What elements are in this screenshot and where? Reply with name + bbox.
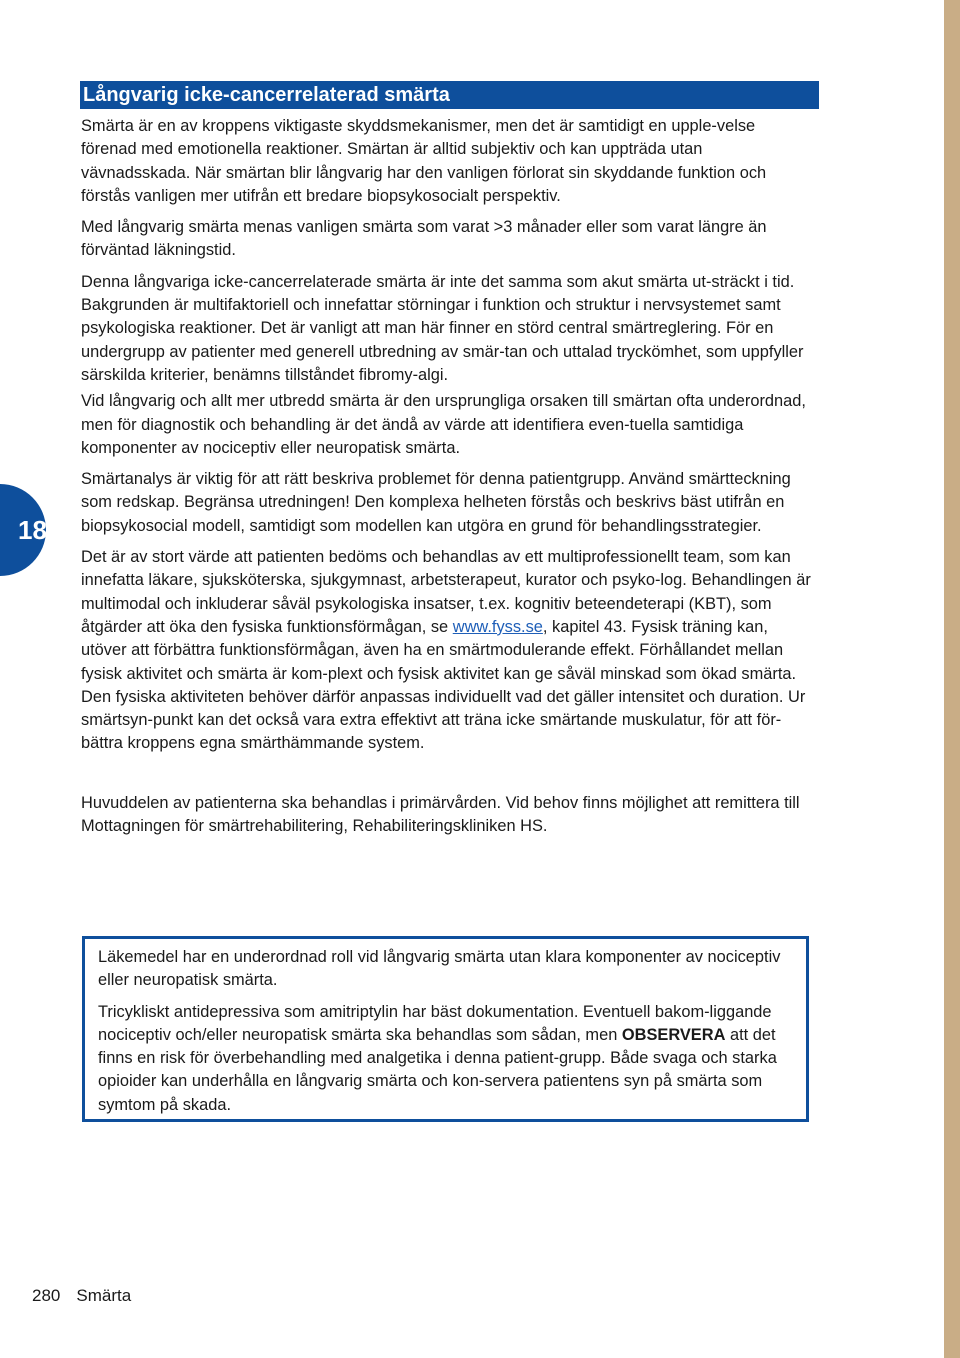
paragraph-intro: Smärta är en av kroppens viktigaste skyddsmekanismer, men det är samtidigt en upple-velse förenad med emotionella reaktioner. Smärtan är alltid subjektiv och kan uppträda utan vävnadsskada. När smärtan blir långvarig har den vanligen förlorat sin skyddande funktion och förstås vanligen mer utifrån ett bredare biopsykosocialt perspektiv. (81, 117, 767, 205)
medication-info-box (82, 936, 809, 1122)
paragraph-pain-analysis: Smärtanalys är viktig för att rätt beskriva problemet för denna patientgrupp. Använd smärtteckning som redskap. Begränsa utredningen! Den komplexa helheten förstås och beskrivs bäst utifrån en biopsykosocial modell, samtidigt som modellen kan utgöra en grund för behandlingsstrategier. (81, 470, 791, 535)
paragraph-referral: Huvuddelen av patienterna ska behandlas i primärvården. Vid behov finns möjlighet att remittera till Mottagningen för smärtrehabilitering, Rehabiliteringskliniken HS. (81, 793, 800, 836)
page-footer (32, 1284, 131, 1308)
page-number: 280 (32, 1286, 61, 1305)
team-text-before-link: Det är av stort värde att patienten bedöms och behandlas av ett multiprofessionellt team, som kan innefatta läkare, sjuksköterska, sjukgymnast, arbetsterapeut, kurator och psyko-log. Behandlingen är multimodal och inkluderar såväl psykologiska insatser, t.ex. kognitiv beteendeterapi (KBT), som åtgärder att öka den fysiska funktionsförmågan, se (81, 548, 811, 636)
paragraph-diagnostics: Vid långvarig och allt mer utbredd smärta är den ursprungliga orsaken till smärtan ofta underordnad, men för diagnostik och behandling är det ändå av värde att identifiera even-tuella samtidiga komponenter av nociceptiv eller neuropatisk smärta. (81, 392, 806, 457)
info-text-after-bold: att det finns en risk för överbehandling med analgetika i denna patient-grupp. Både svaga och starka opioider kan underhålla en långvarig smärta och kon-servera patientens syn på smärta som symtom på skada. (98, 1025, 777, 1114)
observera-emphasis: OBSERVERA (621, 1025, 726, 1044)
info-box-paragraph-1: Läkemedel har en underordnad roll vid långvarig smärta utan klara komponenter av nociceptiv eller neuropatisk smärta. (98, 948, 781, 990)
main-text (81, 115, 811, 846)
chapter-number: 18 (18, 515, 47, 545)
paragraph-background: Denna långvariga icke-cancerrelaterade smärta är inte det samma som akut smärta ut-sträckt i tid. Bakgrunden är multifaktoriell och innefattar störningar i funktion och struktur i nervsystemet samt psykologiska reaktioner. Det är vanligt att man här finner en störd central smärtreglering. För en undergrupp av patienter med generell utbredning av smär-tan och uttalad tryckömhet, som uppfyller särskilda kriterier, benämns tillståndet fibromy-algi. (81, 272, 804, 384)
section-title: Långvarig icke-cancerrelaterad smärta (80, 81, 819, 109)
page-edge-strip (944, 0, 960, 1358)
footer-section-name: Smärta (76, 1286, 132, 1305)
fyss-link[interactable]: www.fyss.se (452, 617, 543, 636)
paragraph-team-treatment (81, 546, 811, 756)
info-box-paragraph-2 (98, 1001, 794, 1117)
info-text-before-bold: Tricykliskt antidepressiva som amitriptylin har bäst dokumentation. Eventuell bakom-liggande nociceptiv och/eller neuropatisk smärta ska behandlas som sådan, men (98, 1002, 772, 1044)
paragraph-definition: Med långvarig smärta menas vanligen smärta som varat >3 månader eller som varat längre än förväntad läkningstid. (81, 218, 767, 260)
team-text-after-link: , kapitel 43. Fysisk träning kan, utöver att förbättra funktionsförmågan, även ha en smärtmodulerande effekt. Förhållandet mellan fysisk aktivitet och smärta är kom-plext och fysisk aktivitet kan ge såväl minskad som ökad smärta. Den fysiska aktiviteten behöver därför anpassas individuellt vad det gäller intensitet och duration. Ur smärtsyn-punkt kan det också vara extra effektivt att träna icke smärtande muskulatur, för att för-bättra kroppens egna smärthämmande system. (81, 617, 806, 753)
